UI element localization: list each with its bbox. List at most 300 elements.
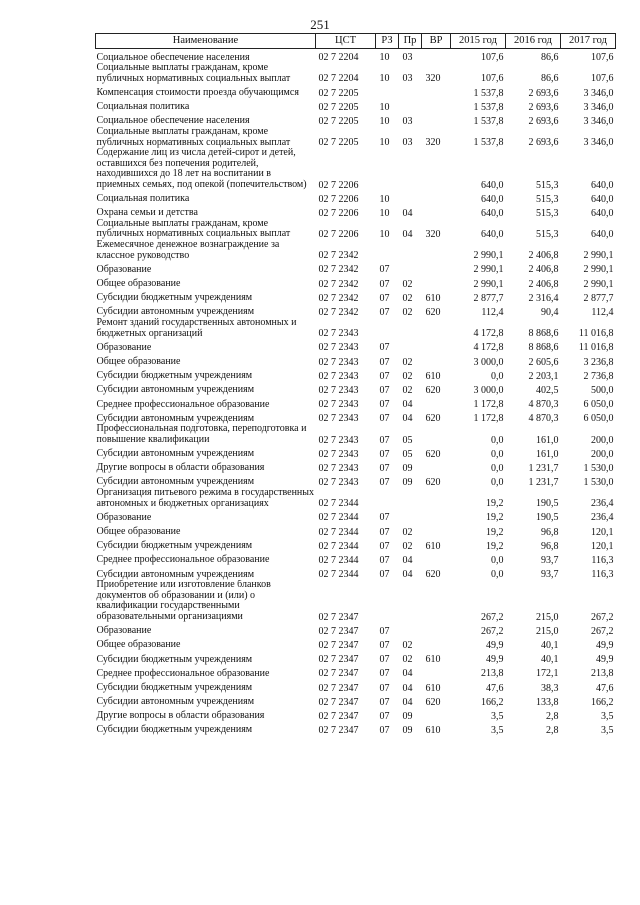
row-value-2015: 19,2 (486, 526, 504, 538)
row-name: Образование (96, 625, 152, 637)
row-value-2017: 1 530,0 (583, 477, 614, 489)
table-row (96, 368, 616, 382)
row-cst: 02 7 2343 (318, 356, 359, 368)
table-row (96, 580, 616, 622)
row-value-2016: 93,7 (541, 555, 559, 566)
row-pr (399, 240, 422, 261)
row-rz: 10 (379, 115, 390, 127)
row-value-2015: 2 990,1 (473, 250, 504, 262)
row-rz (376, 240, 399, 261)
row-rz: 07 (379, 512, 390, 524)
row-value-2017: 640,0 (591, 179, 614, 191)
row-vr (422, 488, 451, 509)
budget-table (95, 33, 616, 736)
row-value-2017: 120,1 (591, 540, 614, 552)
table-row (96, 623, 616, 637)
row-value-2015: 1 172,8 (473, 413, 504, 425)
row-value-2017: 6 050,0 (583, 399, 614, 411)
row-value-2016: 2 693,6 (528, 137, 559, 149)
row-name: Компенсация стоимости проезда обучающимся (96, 86, 299, 98)
row-value-2017: 3,5 (601, 710, 614, 722)
table-row (96, 318, 616, 339)
row-value-2016: 96,8 (541, 540, 559, 552)
row-rz: 07 (379, 555, 390, 566)
row-pr: 09 (402, 710, 413, 722)
row-cst: 02 7 2205 (318, 137, 359, 149)
row-cst: 02 7 2347 (318, 682, 359, 694)
row-vr (422, 240, 451, 261)
row-value-2016: 4 870,3 (528, 413, 559, 425)
row-value-2017: 3,5 (601, 725, 614, 737)
row-cst: 02 7 2344 (318, 569, 359, 581)
row-value-2015: 2 877,7 (473, 292, 504, 304)
row-value-2016: 515,3 (536, 229, 559, 241)
row-cst: 02 7 2343 (318, 328, 359, 340)
table-body (96, 49, 616, 737)
row-cst: 02 7 2347 (318, 639, 359, 651)
row-value-2016: 2 605,6 (528, 356, 559, 368)
row-cst: 02 7 2343 (318, 413, 359, 425)
row-name: Субсидии бюджетным учреждениям (96, 292, 253, 304)
row-vr (422, 339, 451, 353)
row-name: Образование (96, 341, 152, 353)
row-rz (376, 488, 399, 509)
row-value-2015: 166,2 (481, 696, 504, 708)
row-value-2017: 166,2 (591, 696, 614, 708)
row-value-2015: 4 172,8 (473, 328, 504, 340)
row-value-2017: 107,6 (591, 52, 614, 64)
row-value-2016: 1 231,7 (528, 477, 559, 489)
row-pr: 02 (402, 370, 413, 382)
row-cst: 02 7 2343 (318, 384, 359, 396)
row-value-2015: 0,0 (491, 462, 504, 474)
row-value-2017: 2 990,1 (583, 250, 614, 262)
row-cst: 02 7 2204 (318, 52, 359, 64)
row-pr: 02 (402, 307, 413, 318)
row-value-2016: 2,8 (546, 725, 559, 737)
row-rz: 07 (379, 682, 390, 694)
row-value-2015: 640,0 (481, 207, 504, 219)
row-cst: 02 7 2343 (318, 448, 359, 460)
row-rz: 07 (379, 477, 390, 489)
row-vr: 610 (425, 725, 441, 737)
row-value-2016: 1 231,7 (528, 462, 559, 474)
row-cst: 02 7 2347 (318, 725, 359, 737)
row-value-2016: 93,7 (541, 569, 559, 581)
row-pr (399, 318, 422, 339)
row-value-2015: 1 537,8 (473, 115, 504, 127)
row-cst: 02 7 2342 (318, 292, 359, 304)
table-row (96, 339, 616, 353)
table-row (96, 99, 616, 113)
row-name: Содержание лиц из числа детей-сирот и детей, оставшихся без попечения родителей, находившихся до 18 лет на воспитании в приемных семьях, под опекой (попечительством) (96, 148, 307, 190)
table-row (96, 205, 616, 219)
row-vr: 620 (425, 448, 441, 460)
row-name: Субсидии автономным учреждениям (96, 568, 255, 580)
row-rz (376, 148, 399, 190)
row-vr (422, 99, 451, 113)
row-value-2017: 640,0 (591, 229, 614, 241)
row-cst: 02 7 2206 (318, 229, 359, 241)
row-cst: 02 7 2342 (318, 264, 359, 276)
row-pr: 02 (402, 654, 413, 666)
row-pr (399, 580, 422, 622)
row-vr (422, 424, 451, 445)
row-value-2017: 3 346,0 (583, 101, 614, 113)
row-name: Организация питьевого режима в государственных автономных и бюджетных организациях (96, 488, 314, 509)
row-rz: 07 (379, 569, 390, 581)
row-value-2016: 215,0 (536, 625, 559, 637)
row-value-2015: 47,6 (486, 682, 504, 694)
row-rz: 07 (379, 342, 390, 354)
row-name: Социальная политика (96, 101, 190, 113)
header-2015: 2015 год (451, 34, 506, 49)
row-vr: 610 (425, 654, 441, 666)
table-row (96, 474, 616, 488)
table-row (96, 113, 616, 127)
row-cst: 02 7 2342 (318, 307, 359, 318)
row-name: Образование (96, 263, 152, 275)
row-name: Другие вопросы в области образования (96, 462, 265, 474)
row-value-2015: 0,0 (491, 555, 504, 566)
row-rz: 10 (379, 73, 390, 85)
row-cst: 02 7 2206 (318, 193, 359, 205)
row-name: Среднее профессиональное образование (96, 667, 270, 679)
row-value-2015: 107,6 (481, 52, 504, 64)
table-row (96, 488, 616, 509)
row-cst: 02 7 2205 (318, 101, 359, 113)
row-vr (422, 318, 451, 339)
row-value-2016: 190,5 (536, 498, 559, 510)
row-vr: 620 (425, 384, 441, 396)
row-vr (422, 49, 451, 64)
row-vr: 620 (425, 477, 441, 489)
row-value-2015: 0,0 (491, 477, 504, 489)
header-pr: Пр (399, 34, 422, 49)
row-value-2016: 2 693,6 (528, 87, 559, 99)
row-value-2016: 40,1 (541, 639, 559, 651)
row-rz: 07 (379, 413, 390, 425)
row-pr: 04 (402, 696, 413, 708)
row-value-2015: 640,0 (481, 179, 504, 191)
table-row (96, 49, 616, 64)
row-cst: 02 7 2206 (318, 179, 359, 191)
row-cst: 02 7 2343 (318, 342, 359, 354)
table-row (96, 191, 616, 205)
row-cst: 02 7 2343 (318, 399, 359, 411)
row-pr: 04 (402, 555, 413, 566)
header-name: Наименование (96, 34, 316, 49)
row-cst: 02 7 2347 (318, 710, 359, 722)
row-value-2017: 116,3 (591, 569, 614, 581)
row-value-2016: 2,8 (546, 710, 559, 722)
row-value-2017: 112,4 (591, 307, 614, 318)
row-value-2016: 133,8 (536, 696, 559, 708)
row-vr (422, 580, 451, 622)
table-row (96, 637, 616, 651)
table-row (96, 396, 616, 410)
row-rz: 07 (379, 399, 390, 411)
row-value-2015: 640,0 (481, 229, 504, 241)
row-value-2017: 3 346,0 (583, 137, 614, 149)
row-value-2015: 49,9 (486, 654, 504, 666)
row-name: Профессиональная подготовка, переподготовка и повышение квалификации (96, 424, 307, 445)
row-cst: 02 7 2343 (318, 462, 359, 474)
row-vr: 320 (425, 137, 441, 149)
row-pr (399, 191, 422, 205)
row-cst: 02 7 2347 (318, 654, 359, 666)
row-value-2017: 11 016,8 (578, 328, 614, 340)
row-cst: 02 7 2343 (318, 434, 359, 446)
row-value-2016: 402,5 (536, 384, 559, 396)
table-row (96, 566, 616, 580)
row-pr (399, 148, 422, 190)
row-value-2017: 3 236,8 (583, 356, 614, 368)
row-vr: 620 (425, 696, 441, 708)
row-vr (422, 113, 451, 127)
row-value-2016: 86,6 (541, 73, 559, 85)
row-rz: 10 (379, 207, 390, 219)
row-value-2016: 2 693,6 (528, 115, 559, 127)
row-vr (422, 509, 451, 523)
row-cst: 02 7 2344 (318, 498, 359, 510)
row-rz: 07 (379, 668, 390, 680)
row-name: Социальное обеспечение населения (96, 51, 250, 63)
row-value-2015: 2 990,1 (473, 264, 504, 276)
row-vr (422, 353, 451, 367)
row-rz: 07 (379, 264, 390, 276)
row-value-2015: 3,5 (491, 710, 504, 722)
row-rz: 10 (379, 101, 390, 113)
row-name: Субсидии бюджетным учреждениям (96, 681, 253, 693)
row-cst: 02 7 2343 (318, 477, 359, 489)
row-name: Социальная политика (96, 193, 190, 205)
row-value-2016: 86,6 (541, 52, 559, 64)
row-name: Среднее профессиональное образование (96, 554, 270, 566)
row-pr: 09 (402, 462, 413, 474)
row-value-2015: 3 000,0 (473, 356, 504, 368)
table-row (96, 304, 616, 318)
row-pr (399, 623, 422, 637)
table-row (96, 538, 616, 552)
row-value-2015: 19,2 (486, 512, 504, 524)
row-name: Субсидии бюджетным учреждениям (96, 653, 253, 665)
row-name: Общее образование (96, 278, 181, 290)
row-value-2015: 1 172,8 (473, 399, 504, 411)
row-value-2016: 4 870,3 (528, 399, 559, 411)
table-row (96, 722, 616, 736)
row-rz: 07 (379, 384, 390, 396)
row-value-2015: 19,2 (486, 498, 504, 510)
row-vr (422, 637, 451, 651)
row-value-2015: 1 537,8 (473, 137, 504, 149)
row-pr: 04 (402, 207, 413, 219)
row-value-2016: 2 693,6 (528, 101, 559, 113)
row-pr: 09 (402, 477, 413, 489)
row-vr (422, 148, 451, 190)
row-rz (376, 580, 399, 622)
row-value-2016: 2 203,1 (528, 370, 559, 382)
row-cst: 02 7 2347 (318, 611, 359, 623)
table-row (96, 84, 616, 98)
row-value-2016: 215,0 (536, 611, 559, 623)
row-value-2017: 49,9 (596, 639, 614, 651)
row-cst: 02 7 2342 (318, 250, 359, 262)
row-value-2015: 0,0 (491, 448, 504, 460)
row-value-2015: 1 537,8 (473, 87, 504, 99)
row-rz: 07 (379, 370, 390, 382)
row-value-2015: 2 990,1 (473, 278, 504, 290)
row-value-2016: 190,5 (536, 512, 559, 524)
row-value-2017: 107,6 (591, 73, 614, 85)
table-row (96, 679, 616, 693)
row-rz: 10 (379, 229, 390, 241)
table-row (96, 382, 616, 396)
row-rz: 07 (379, 625, 390, 637)
row-name: Общее образование (96, 639, 181, 651)
row-cst: 02 7 2206 (318, 207, 359, 219)
row-rz: 07 (379, 654, 390, 666)
row-vr (422, 396, 451, 410)
row-rz: 07 (379, 462, 390, 474)
header-vr: ВР (422, 34, 451, 49)
row-name: Субсидии автономным учреждениям (96, 384, 255, 396)
row-vr (422, 665, 451, 679)
row-value-2015: 4 172,8 (473, 342, 504, 354)
table-row (96, 460, 616, 474)
row-rz: 07 (379, 526, 390, 538)
row-name: Субсидии автономным учреждениям (96, 696, 255, 708)
row-value-2017: 267,2 (591, 625, 614, 637)
row-rz: 10 (379, 137, 390, 149)
row-vr: 620 (425, 413, 441, 425)
row-vr: 610 (425, 370, 441, 382)
row-rz: 07 (379, 696, 390, 708)
row-name: Субсидии бюджетным учреждениям (96, 724, 253, 736)
row-pr: 02 (402, 356, 413, 368)
row-vr: 610 (425, 682, 441, 694)
row-rz: 07 (379, 307, 390, 318)
row-value-2017: 2 736,8 (583, 370, 614, 382)
row-rz (376, 318, 399, 339)
row-cst: 02 7 2347 (318, 668, 359, 680)
row-value-2016: 515,3 (536, 207, 559, 219)
row-vr (422, 623, 451, 637)
row-pr (399, 509, 422, 523)
row-vr (422, 261, 451, 275)
table-row (96, 219, 616, 240)
row-vr (422, 708, 451, 722)
table-row (96, 424, 616, 445)
row-pr: 04 (402, 413, 413, 425)
row-rz: 10 (379, 193, 390, 205)
row-pr: 02 (402, 278, 413, 290)
row-pr: 04 (402, 399, 413, 411)
table-row (96, 353, 616, 367)
row-vr: 610 (425, 292, 441, 304)
row-value-2017: 120,1 (591, 526, 614, 538)
row-rz (376, 84, 399, 98)
table-row (96, 410, 616, 424)
row-pr: 02 (402, 540, 413, 552)
row-value-2017: 47,6 (596, 682, 614, 694)
row-rz: 07 (379, 356, 390, 368)
row-cst: 02 7 2343 (318, 370, 359, 382)
row-value-2015: 0,0 (491, 370, 504, 382)
row-value-2017: 49,9 (596, 654, 614, 666)
row-cst: 02 7 2205 (318, 87, 359, 99)
row-pr (399, 488, 422, 509)
row-value-2016: 515,3 (536, 179, 559, 191)
row-pr: 02 (402, 526, 413, 538)
row-cst: 02 7 2342 (318, 278, 359, 290)
row-pr (399, 261, 422, 275)
header-2017: 2017 год (561, 34, 616, 49)
row-name: Субсидии автономным учреждениям (96, 448, 255, 460)
row-pr: 04 (402, 668, 413, 680)
row-name: Субсидии автономным учреждениям (96, 412, 255, 424)
table-row (96, 148, 616, 190)
row-name: Ремонт зданий государственных автономных и бюджетных организаций (96, 318, 297, 339)
row-pr: 05 (402, 434, 413, 446)
row-value-2016: 515,3 (536, 193, 559, 205)
row-cst: 02 7 2344 (318, 512, 359, 524)
row-name: Субсидии бюджетным учреждениям (96, 370, 253, 382)
row-rz: 07 (379, 434, 390, 446)
row-value-2016: 38,3 (541, 682, 559, 694)
row-cst: 02 7 2344 (318, 526, 359, 538)
row-pr: 05 (402, 448, 413, 460)
row-pr: 04 (402, 229, 413, 241)
row-name: Субсидии автономным учреждениям (96, 306, 255, 318)
row-name: Социальные выплаты гражданам, кроме публичных нормативных социальных выплат (96, 126, 291, 148)
row-cst: 02 7 2347 (318, 625, 359, 637)
row-pr (399, 84, 422, 98)
row-vr: 620 (425, 569, 441, 581)
row-value-2016: 172,1 (536, 668, 559, 680)
row-value-2016: 2 316,4 (528, 292, 559, 304)
row-pr: 04 (402, 569, 413, 581)
row-vr (422, 275, 451, 289)
row-value-2016: 161,0 (536, 434, 559, 446)
row-value-2017: 3 346,0 (583, 87, 614, 99)
table-row (96, 651, 616, 665)
row-vr (422, 460, 451, 474)
header-2016: 2016 год (506, 34, 561, 49)
table-row (96, 708, 616, 722)
table-row (96, 127, 616, 148)
table-row (96, 63, 616, 84)
row-rz: 07 (379, 725, 390, 737)
row-name: Социальные выплаты гражданам, кроме публичных нормативных социальных выплат (96, 218, 291, 240)
row-rz: 07 (379, 278, 390, 290)
row-cst: 02 7 2204 (318, 73, 359, 85)
row-rz: 07 (379, 639, 390, 651)
row-name: Другие вопросы в области образования (96, 710, 265, 722)
row-cst: 02 7 2347 (318, 696, 359, 708)
row-value-2015: 640,0 (481, 193, 504, 205)
row-value-2017: 640,0 (591, 207, 614, 219)
row-value-2017: 236,4 (591, 512, 614, 524)
row-value-2015: 0,0 (491, 434, 504, 446)
table-row (96, 665, 616, 679)
row-value-2015: 107,6 (481, 73, 504, 85)
row-value-2016: 2 406,8 (528, 264, 559, 276)
row-pr: 03 (402, 115, 413, 127)
header-rz: РЗ (376, 34, 399, 49)
row-value-2015: 267,2 (481, 625, 504, 637)
row-value-2017: 236,4 (591, 498, 614, 510)
